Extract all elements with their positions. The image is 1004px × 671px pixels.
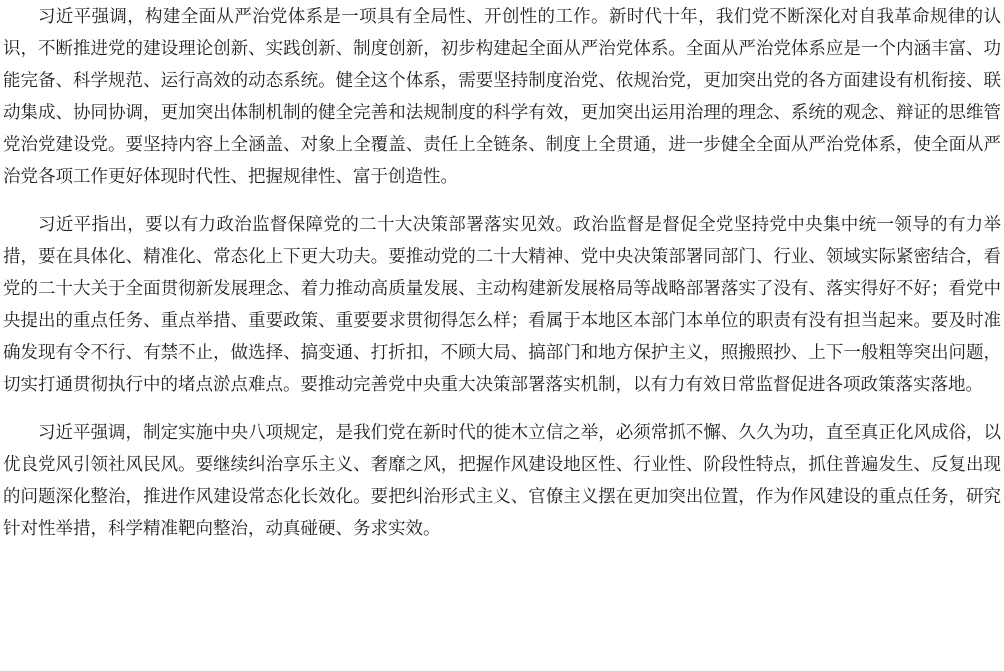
article-body (3, 0, 1001, 545)
paragraph: 习近平强调，制定实施中央八项规定，是我们党在新时代的徙木立信之举，必须常抓不懈、久久为功，直至真正化风成俗，以优良党风引领社风民风。要继续纠治享乐主义、奢靡之风，把握作风建设地区性、行业性、阶段性特点，抓住普遍发生、反复出现的问题深化整治，推进作风建设常态化长效化。要把纠治形式主义、官僚主义摆在更加突出位置，作为作风建设的重点任务，研究针对性举措，科学精准靶向整治，动真碰硬、务求实效。 (3, 423, 1001, 539)
paragraph: 习近平强调，构建全面从严治党体系是一项具有全局性、开创性的工作。新时代十年，我们党不断深化对自我革命规律的认识，不断推进党的建设理论创新、实践创新、制度创新，初步构建起全面从严治党体系。全面从严治党体系应是一个内涵丰富、功能完备、科学规范、运行高效的动态系统。健全这个体系，需要坚持制度治党、依规治党，更加突出党的各方面建设有机衔接、联动集成、协同协调，更加突出体制机制的健全完善和法规制度的科学有效，更加突出运用治理的理念、系统的观念、辩证的思维管党治党建设党。要坚持内容上全涵盖、对象上全覆盖、责任上全链条、制度上全贯通，进一步健全全面从严治党体系，使全面从严治党各项工作更好体现时代性、把握规律性、富于创造性。 (3, 7, 1001, 187)
paragraph: 习近平指出，要以有力政治监督保障党的二十大决策部署落实见效。政治监督是督促全党坚持党中央集中统一领导的有力举措，要在具体化、精准化、常态化上下更大功夫。要推动党的二十大精神、党中央决策部署同部门、行业、领域实际紧密结合，看党的二十大关于全面贯彻新发展理念、着力推动高质量发展、主动构建新发展格局等战略部署落实了没有、落实得好不好；看党中央提出的重点任务、重点举措、重要政策、重要要求贯彻得怎么样；看属于本地区本部门本单位的职责有没有担当起来。要及时准确发现有令不行、有禁不止，做选择、搞变通、打折扣，不顾大局、搞部门和地方保护主义，照搬照抄、上下一般粗等突出问题，切实打通贯彻执行中的堵点淤点难点。要推动完善党中央重大决策部署落实机制，以有力有效日常监督促进各项政策落实落地。 (3, 215, 1001, 395)
